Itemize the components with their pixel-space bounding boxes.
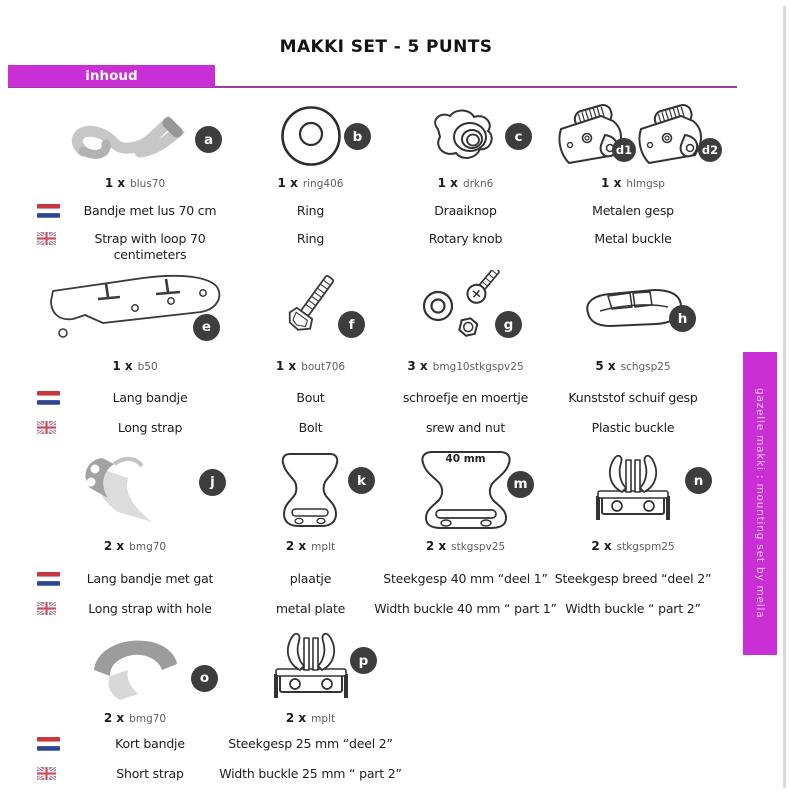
- part-image-area: [238, 264, 383, 350]
- part-badge-o: o: [191, 665, 218, 692]
- part-qty-line: [383, 539, 548, 553]
- part-cell-o: [30, 628, 240, 781]
- dutch-flag-icon: [37, 204, 60, 221]
- desc-row-en: [548, 601, 718, 616]
- metal-plate-icon: [276, 450, 346, 530]
- part-cell-k: [238, 446, 383, 616]
- desc-nl-text: Bandje met lus 70 cm: [83, 203, 217, 218]
- desc-row-nl: [548, 390, 718, 405]
- desc-en-text: Rotary knob: [428, 231, 503, 246]
- part-code: mplt: [311, 713, 336, 725]
- part-code: b50: [137, 361, 158, 373]
- part-cell-d1: [548, 96, 719, 246]
- part-qty: 1 x: [277, 176, 298, 190]
- part-qty: 2 x: [285, 711, 307, 725]
- desc-nl-text: Bout: [296, 390, 325, 405]
- part-qty-line: [30, 539, 240, 553]
- part-qty: 1 x: [104, 176, 126, 190]
- buckle-part2-icon: [590, 452, 676, 528]
- part-image-area: [238, 628, 383, 708]
- rotary-knob-icon: [426, 107, 506, 165]
- part-qty-line: [238, 539, 383, 553]
- part-cell-f: [238, 264, 383, 435]
- desc-row-en: [30, 420, 240, 436]
- desc-en-text: Ring: [296, 231, 325, 246]
- part-qty: 2 x: [103, 711, 125, 725]
- part-image-area: [548, 264, 718, 350]
- desc-nl-text: Ring: [296, 203, 325, 218]
- desc-row-nl: [30, 390, 240, 406]
- metal-buckle-icon: [635, 103, 711, 169]
- desc-en-text: Plastic buckle: [591, 420, 675, 435]
- desc-row-en: [548, 420, 718, 435]
- desc-en-text: Short strap: [116, 766, 184, 781]
- desc-row-nl: [238, 571, 383, 586]
- desc-row-en: [30, 601, 240, 617]
- desc-row-nl: [383, 390, 548, 405]
- desc-nl-text: schroefje en moertje: [402, 390, 529, 405]
- part-qty: 5 x: [595, 359, 616, 373]
- dutch-flag-icon: [37, 572, 60, 589]
- part-qty-line: [238, 176, 383, 190]
- desc-row-en: [383, 420, 548, 435]
- part-qty-line: [238, 711, 383, 725]
- part-qty-line: [383, 176, 548, 190]
- part-badge-e: e: [193, 314, 220, 341]
- part-qty: 1 x: [112, 359, 133, 373]
- part-qty-line: [383, 359, 548, 373]
- part-qty: 3 x: [407, 359, 428, 373]
- part-image-area: [30, 96, 240, 176]
- desc-nl-text: plaatje: [289, 571, 332, 586]
- desc-nl-text: Lang bandje met gat: [86, 571, 214, 586]
- part-code: ring406: [302, 178, 344, 190]
- desc-row-en: [548, 231, 718, 246]
- part-qty: 2 x: [103, 539, 125, 553]
- part-qty-line: [548, 359, 718, 373]
- uk-flag-icon: [37, 421, 56, 437]
- part-badge-g: g: [495, 311, 522, 338]
- part-qty-line: [238, 359, 383, 373]
- part-code: drkn6: [462, 178, 494, 190]
- desc-en-text: Width buckle “ part 2”: [565, 601, 701, 616]
- desc-en-text: Width buckle 40 mm “ part 1”: [374, 601, 557, 616]
- part-code: schgsp25: [620, 361, 671, 373]
- desc-row-nl: [238, 203, 383, 218]
- part-qty-line: [548, 176, 718, 190]
- part-badge-j: j: [199, 469, 226, 496]
- strap-loop-icon: [69, 107, 201, 165]
- part-code: blus70: [130, 178, 166, 190]
- part-badge-b: b: [344, 123, 371, 150]
- desc-row-nl: [548, 571, 718, 586]
- part-qty-line: [548, 539, 718, 553]
- part-badge-m: m: [507, 471, 534, 498]
- part-cell-h: [548, 264, 718, 435]
- side-banner: gazelle makki : mounting set by mella: [743, 352, 777, 655]
- part-image-area: [238, 446, 383, 534]
- desc-row-en: [238, 231, 383, 246]
- part-image-area: [30, 264, 240, 350]
- part-code: mplt: [311, 541, 336, 553]
- part-badge-a: a: [195, 126, 222, 153]
- short-strap-icon: [80, 632, 190, 704]
- desc-nl-text: Kort bandje: [115, 736, 185, 751]
- part-image-area: [383, 446, 548, 534]
- desc-en-text: Long strap with hole: [88, 601, 212, 616]
- part-image-area: [30, 446, 240, 534]
- part-badge-d2: d2: [698, 138, 722, 162]
- part-qty-line: [30, 176, 240, 190]
- part-image-area: [30, 628, 240, 708]
- part-code: bout706: [301, 361, 346, 373]
- buckle-part2-icon: [268, 630, 354, 706]
- part-image-area: [383, 264, 548, 350]
- desc-row-en: [238, 420, 383, 435]
- part-qty: 1 x: [437, 176, 458, 190]
- part-badge-n: n: [685, 467, 712, 494]
- desc-row-nl: [30, 736, 240, 752]
- desc-row-nl: [383, 571, 548, 586]
- desc-nl-text: Draaiknop: [434, 203, 497, 218]
- part-qty-line: [30, 359, 240, 373]
- desc-en-text: Bolt: [298, 420, 323, 435]
- part-size-label: 40 mm: [445, 453, 486, 465]
- strap-hole-icon: [74, 454, 196, 526]
- desc-nl-text: Steekgesp breed “deel 2”: [554, 571, 712, 586]
- part-badge-p: p: [350, 647, 377, 674]
- part-qty: 2 x: [285, 539, 307, 553]
- part-code: stkgspm25: [616, 541, 675, 553]
- part-image-area: [548, 446, 718, 534]
- desc-row-nl: [228, 736, 393, 751]
- desc-nl-text: Kunststof schuif gesp: [568, 390, 698, 405]
- part-cell-e: [30, 264, 240, 435]
- dutch-flag-icon: [37, 391, 60, 408]
- desc-row-en: [30, 231, 240, 264]
- part-cell-j: [30, 446, 240, 616]
- ring-icon: [279, 104, 343, 168]
- part-badge-f: f: [338, 311, 365, 338]
- desc-row-en: [374, 601, 557, 616]
- desc-row-en: [238, 601, 383, 616]
- part-image-area: [548, 96, 718, 176]
- desc-nl-text: Metalen gesp: [592, 203, 674, 218]
- part-qty: 1 x: [275, 359, 297, 373]
- desc-nl-text: Steekgesp 25 mm “deel 2”: [228, 736, 393, 751]
- page-title: MAKKI SET - 5 PUNTS: [279, 37, 493, 57]
- part-qty: 2 x: [425, 539, 447, 553]
- part-image-area: [383, 96, 548, 176]
- desc-en-text: Strap with loop 70 centimeters: [94, 231, 206, 263]
- desc-row-en: [383, 231, 548, 246]
- uk-flag-icon: [37, 232, 56, 248]
- desc-row-nl: [238, 390, 383, 405]
- desc-row-en: [30, 766, 240, 782]
- desc-nl-text: Steekgesp 40 mm “deel 1”: [383, 571, 548, 586]
- desc-en-text: Long strap: [117, 420, 183, 435]
- part-cell-b: [238, 96, 383, 246]
- uk-flag-icon: [37, 602, 56, 618]
- desc-row-nl: [383, 203, 548, 218]
- desc-en-text: metal plate: [275, 601, 346, 616]
- part-code: hlmgsp: [626, 178, 665, 190]
- dutch-flag-icon: [37, 737, 60, 754]
- desc-nl-text: Lang bandje: [112, 390, 188, 405]
- desc-en-text: Width buckle 25 mm “ part 2”: [219, 766, 402, 781]
- part-code: bmg70: [129, 713, 167, 725]
- part-badge-h: h: [669, 305, 696, 332]
- part-badge-d1: d1: [612, 138, 636, 162]
- part-cell-n: [548, 446, 718, 616]
- part-code: bmg70: [129, 541, 167, 553]
- part-badge-c: c: [505, 123, 532, 150]
- part-qty-line: [30, 711, 240, 725]
- scrollbar-thumb[interactable]: [783, 6, 786, 788]
- part-cell-m: [374, 446, 557, 616]
- bolt-icon: [274, 268, 348, 346]
- part-cell-a: [30, 96, 240, 263]
- part-qty: 1 x: [601, 176, 622, 190]
- desc-row-nl: [548, 203, 718, 218]
- part-cell-c: [383, 96, 548, 246]
- part-qty: 2 x: [591, 539, 612, 553]
- desc-en-text: srew and nut: [425, 420, 506, 435]
- part-cell-g: [383, 264, 548, 435]
- desc-row-nl: [30, 203, 240, 219]
- part-code: stkgspv25: [451, 541, 506, 553]
- part-badge-k: k: [348, 467, 375, 494]
- part-cell-p: [219, 628, 402, 781]
- desc-row-nl: [30, 571, 240, 587]
- section-tab-inhoud: inhoud: [8, 65, 215, 87]
- desc-en-text: Metal buckle: [594, 231, 672, 246]
- uk-flag-icon: [37, 767, 56, 783]
- desc-row-en: [219, 766, 402, 781]
- part-code: bmg10stkgspv25: [432, 361, 524, 373]
- part-image-area: [238, 96, 383, 176]
